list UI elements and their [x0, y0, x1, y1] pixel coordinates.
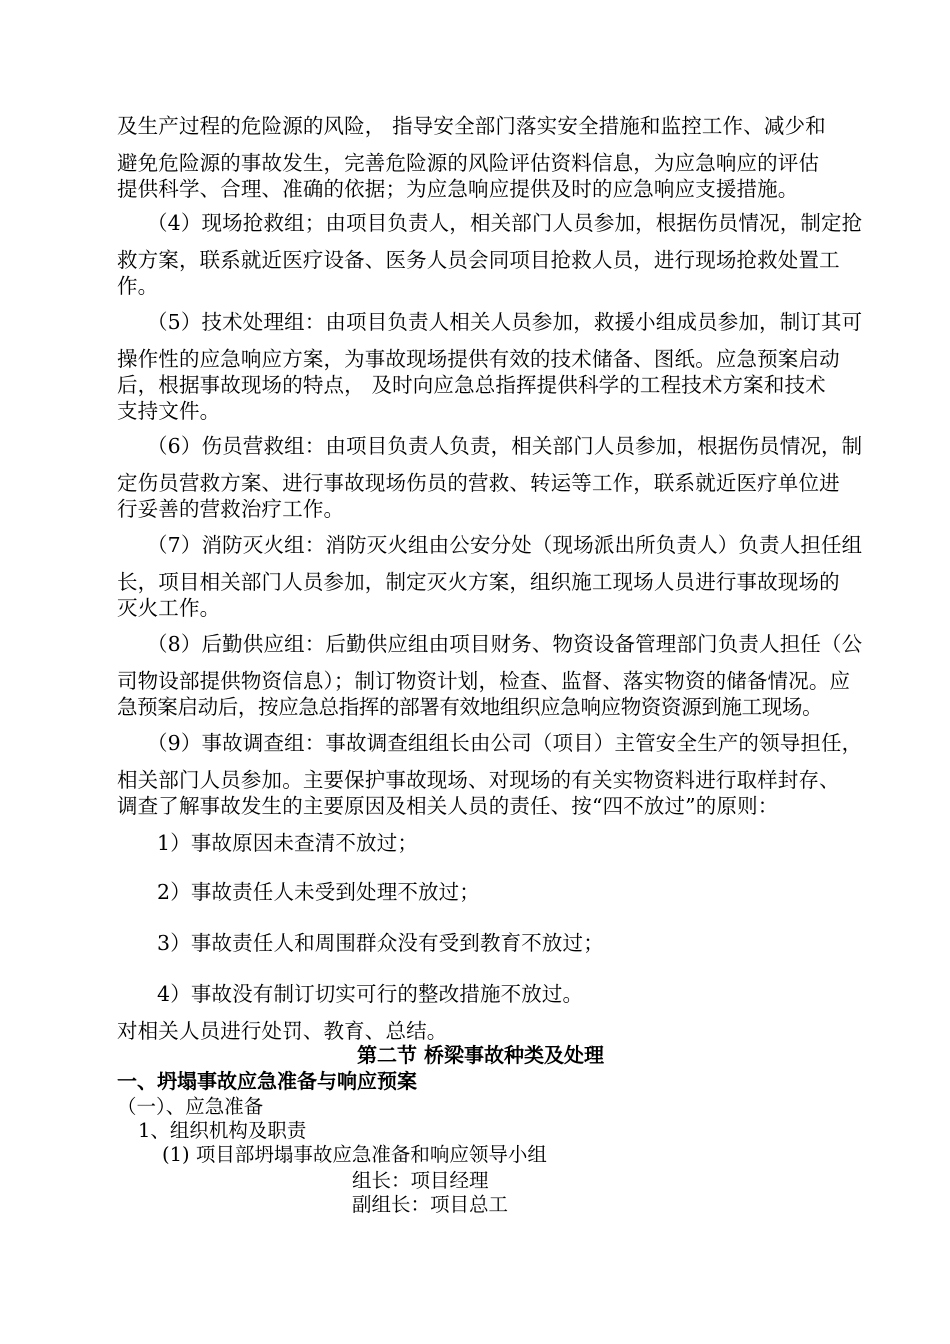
deputy-leader: 副组长：项目总工	[352, 1193, 509, 1216]
subheading-preparation: （一）、应急准备	[117, 1095, 264, 1118]
paragraph-line: （6）伤员营救组：由项目负责人负责，相关部门人员参加，根据伤员情况，制	[147, 434, 863, 458]
paragraph-line: 相关部门人员参加。主要保护事故现场、对现场的有关实物资料进行取样封存、	[117, 768, 840, 792]
paragraph-line: 灭火工作。	[117, 596, 221, 620]
paragraph-line: （7）消防灭火组：消防灭火组由公安分处（现场派出所负责人）负责人担任组	[147, 533, 863, 557]
paragraph-line: 长，项目相关部门人员参加，制定灭火方案，组织施工现场人员进行事故现场的	[117, 570, 840, 594]
section-title: 第二节 桥梁事故种类及处理	[357, 1043, 604, 1067]
paragraph-line: 提供科学、合理、准确的依据；为应急响应提供及时的应急响应支援措施。	[117, 177, 799, 201]
paragraph-line: 后，根据事故现场的特点， 及时向应急总指挥提供科学的工程技术方案和技术	[117, 373, 826, 397]
subheading-organization: 1、组织机构及职责	[138, 1119, 307, 1142]
paragraph-line: 支持文件。	[117, 399, 221, 423]
paragraph-line: 行妥善的营救治疗工作。	[117, 497, 345, 521]
list-item: 4）事故没有制订切实可行的整改措施不放过。	[157, 982, 584, 1006]
paragraph-line: （5）技术处理组：由项目负责人相关人员参加，救援小组成员参加，制订其可	[147, 310, 863, 334]
paragraph-line: （9）事故调查组：事故调查组组长由公司（项目）主管安全生产的领导担任，	[147, 731, 863, 755]
paragraph-line: （4）现场抢救组；由项目负责人，相关部门人员参加，根据伤员情况，制定抢	[147, 211, 863, 235]
paragraph-line: （8）后勤供应组：后勤供应组由项目财务、物资设备管理部门负责人担任（公	[147, 632, 863, 656]
paragraph-line: 及生产过程的危险源的风险， 指导安全部门落实安全措施和监控工作、减少和	[117, 114, 826, 138]
subheading-leadership-group: (1) 项目部坍塌事故应急准备和响应领导小组	[162, 1143, 547, 1166]
paragraph-line: 定伤员营救方案、进行事故现场伤员的营救、转运等工作，联系就近医疗单位进	[117, 471, 840, 495]
group-leader: 组长：项目经理	[352, 1169, 489, 1192]
heading-collapse-plan: 一、坍塌事故应急准备与响应预案	[117, 1069, 417, 1093]
paragraph-line: 司物设部提供物资信息）；制订物资计划，检查、监督、落实物资的储备情况。应	[117, 669, 851, 693]
list-item: 1）事故原因未查清不放过；	[157, 831, 418, 855]
paragraph-line: 避免危险源的事故发生，完善危险源的风险评估资料信息，为应急响应的评估	[117, 151, 820, 175]
list-item: 2）事故责任人未受到处理不放过；	[157, 880, 480, 904]
list-item: 3）事故责任人和周围群众没有受到教育不放过；	[157, 931, 604, 955]
paragraph-line: 救方案，联系就近医疗设备、医务人员会同项目抢救人员，进行现场抢救处置工	[117, 248, 840, 272]
paragraph-line: 作。	[117, 274, 159, 298]
paragraph-line: 调查了解事故发生的主要原因及相关人员的责任、按“四不放过”的原则：	[117, 794, 779, 818]
paragraph-line: 操作性的应急响应方案，为事故现场提供有效的技术储备、图纸。应急预案启动	[117, 347, 840, 371]
paragraph-line: 对相关人员进行处罚、教育、总结。	[117, 1019, 448, 1043]
paragraph-line: 急预案启动后，按应急总指挥的部署有效地组织应急响应物资资源到施工现场。	[117, 695, 823, 719]
